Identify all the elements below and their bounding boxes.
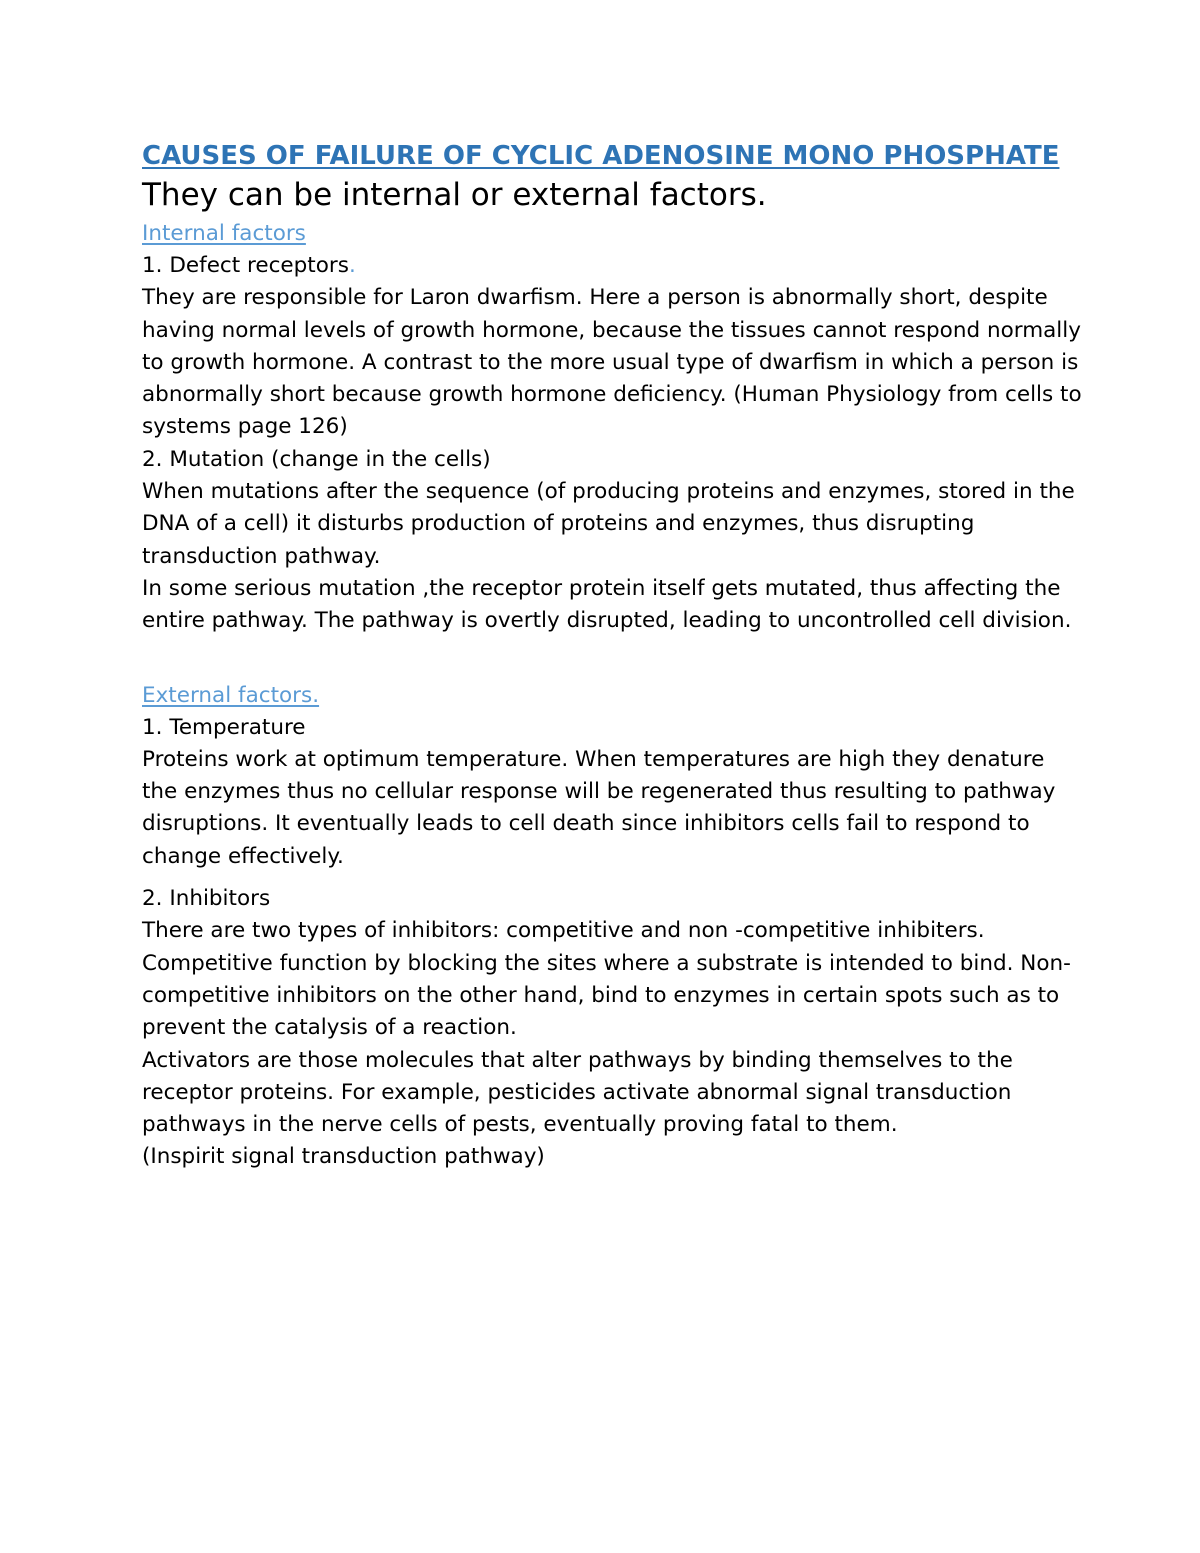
section-spacer [142,638,1082,680]
document-title: CAUSES OF FAILURE OF CYCLIC ADENOSINE MONO PHOSPHATE [142,141,1060,171]
external-item-1-text: Proteins work at optimum temperature. When temperatures are high they denature the enzymes thus no cellular response will be regenerated thus resulting to pathway disruptions. It eventually leads to cell death since inhibitors cells fail to respond to change effectively. [142,746,1056,869]
internal-item-2-title: 2. Mutation (change in the cells) [142,446,491,472]
intro-text: They can be internal or external factors. [142,177,767,213]
internal-item-1-text: They are responsible for Laron dwarfism. Here a person is abnormally short, despite having normal levels of growth hormone, because the tissues cannot respond normally to growth hormone. A contrast to the more usual type of dwarfism in which a person is abnormally short because growth hormone deficiency. (Human Physiology from cells to systems page 126) [142,285,1082,440]
external-item-2-text: There are two types of inhibitors: competitive and non -competitive inhibiters. [142,918,985,944]
internal-item-1-title-text: 1. Defect receptors [142,253,349,278]
internal-item-1-title [142,250,1082,282]
internal-item-2-text-2: In some serious mutation ,the receptor protein itself gets mutated, thus affecting the entire pathway. The pathway is overtly disrupted, leading to uncontrolled cell division. [142,575,1072,634]
internal-item-2-text: When mutations after the sequence (of producing proteins and enzymes, stored in the DNA of a cell) it disturbs production of proteins and enzymes, thus disrupting transduction pathway. [142,479,1075,569]
external-item-2-source: (Inspirit signal transduction pathway) [142,1144,545,1170]
paragraph-spacer [142,873,1082,883]
external-item-2-title: 2. Inhibitors [142,886,271,912]
external-factors-heading: External factors. [142,682,320,708]
document-page [142,140,1082,1174]
external-item-1-title: 1. Temperature [142,714,306,740]
internal-factors-heading: Internal factors [142,221,306,246]
internal-item-1-title-period: . [348,253,356,278]
external-item-2-text-3: Activators are those molecules that alter pathways by binding themselves to the receptor proteins. For example, pesticides activate abnormal signal transduction pathways in the nerve cells of pests, eventually proving fatal to them. [142,1047,1013,1138]
external-item-2-text-2: Competitive function by blocking the sites where a substrate is intended to bind. Non-competitive inhibitors on the other hand, bind to enzymes in certain spots such as to prevent the catalysis of a reaction. [142,950,1071,1041]
